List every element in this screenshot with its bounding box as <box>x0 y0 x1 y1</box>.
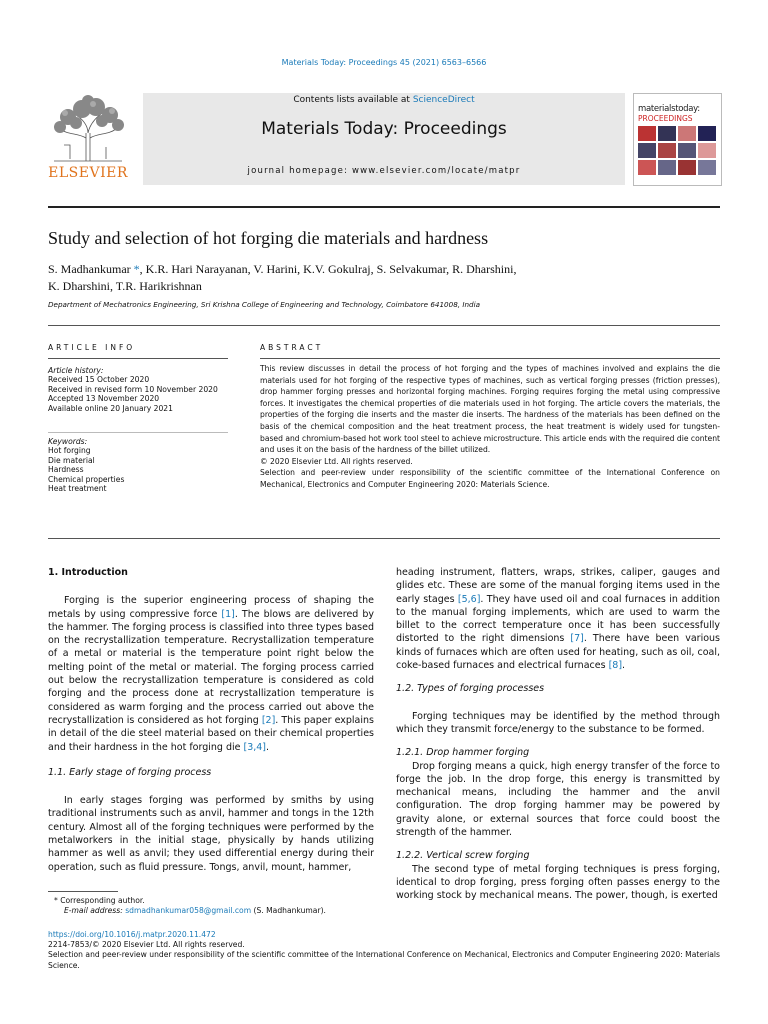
text-run: . <box>622 660 626 672</box>
paragraph-drop-hammer: Drop forging means a quick, high energy transfer of the force to forge the job. In the drop forge, this energy is transmitted by mechanical means, including the hammer and the anvil configuration. The drop forging hammer may be powered by gravity alone, or external sources that force could boost the strength of the hammer. <box>396 760 720 839</box>
contents-prefix: Contents lists available at <box>293 95 413 105</box>
keyword-item: Heat treatment <box>48 484 107 494</box>
keywords <box>48 437 233 493</box>
subsection-heading-vertical-screw: 1.2.2. Vertical screw forging <box>396 850 530 862</box>
email-name: (S. Madhankumar). <box>251 906 326 916</box>
citation-link[interactable]: [1] <box>221 608 235 620</box>
text-run: . <box>266 741 270 753</box>
author-corresponding: S. Madhankumar <box>48 262 131 276</box>
footnote-email-line <box>48 906 378 916</box>
section-heading-introduction: 1. Introduction <box>48 567 128 578</box>
author-list-line2: K. Dharshini, T.R. Harikrishnan <box>48 279 202 293</box>
journal-header <box>143 93 625 185</box>
elsevier-tree-logo <box>48 93 128 163</box>
article-title: Study and selection of hot forging die materials and hardness <box>48 228 489 248</box>
affiliation: Department of Mechatronics Engineering, Sri Krishna College of Engineering and Technology, Coimbatore 641008, India <box>48 300 480 309</box>
citation-link[interactable]: [2] <box>261 714 276 726</box>
sciencedirect-link[interactable]: ScienceDirect <box>412 95 475 105</box>
abstract-body <box>260 363 720 491</box>
corresponding-mark-link[interactable]: * <box>130 262 140 276</box>
keyword-item: Hardness <box>48 465 84 475</box>
text-run: . They have used oil and coal furnaces in addition to the manual forging implements, which are used to warm the billet to the correct temperature once it has been successfully distorted to the right dimensions <box>396 593 720 645</box>
paragraph-vertical-screw: The second type of metal forging techniques is press forging, identical to drop forging, press forging often passes energy to the working stock by mechanical means. The power, though, is exerted <box>396 863 720 902</box>
abstract-copyright: © 2020 Elsevier Ltd. All rights reserved. <box>260 456 413 466</box>
body-column-right <box>396 566 720 903</box>
contents-line <box>143 95 625 105</box>
text-run: . There have been various kinds of furnaces which are often used for heating, such as oil, coal, coke-based furnaces and electrical furnaces <box>396 633 720 672</box>
paragraph-types: Forging techniques may be identified by the method through which they transmit force/energy to the substance to be formed. <box>396 710 720 735</box>
footnote-rule <box>48 891 118 892</box>
author-list-rest: , K.R. Hari Narayanan, V. Harini, K.V. Gokulraj, S. Selvakumar, R. Dharshini, <box>139 262 517 276</box>
abstract-bottom-rule <box>48 538 720 539</box>
paragraph-continued <box>396 566 720 672</box>
article-info-heading: ARTICLE INFO <box>48 343 136 352</box>
keywords-label: Keywords: <box>48 437 88 446</box>
history-accepted: Accepted 13 November 2020 <box>48 394 160 404</box>
history-revised: Received in revised form 10 November 2020 <box>48 384 218 394</box>
doi-link[interactable]: https://doi.org/10.1016/j.matpr.2020.11.472 <box>48 930 216 939</box>
email-link[interactable]: sdmadhankumar058@gmail.com <box>125 906 252 916</box>
citation-link[interactable]: [7] <box>570 633 584 645</box>
footer-review: Selection and peer-review under responsibility of the scientific committee of the International Conference on Mechanical, Electronics and Computer Engineering 2020: Materials Science. <box>48 950 720 970</box>
text-run: . The blows are delivered by the hammer. The forging process is classified into three types based on the recrystallization temperature. Recrystallization temperature of a metal or material is the temperature point right below the melting point of the metal or material. The forging process carried out below the recrystallization temperature is considered as cold forging and the process done at recrystallization temperature is considered as warm forging and the process carried out above the recrystallization is considered as hot forging <box>48 608 375 726</box>
keyword-item: Chemical properties <box>48 474 125 484</box>
abstract-text: This review discusses in detail the process of hot forging and the types of machines involved and explains the die materials used for hot forging of the respective types of machines, such as vertical forging presses (friction presses), drop hammer forging presses and horizontal forging machines. Forging requires forging the metal using compressive forces. It investigates the chemical properties of die materials used in hot forging. The article covers the materials, the properties of the forging die inserts and the master die inserts. The hardness of the materials has been defined on the basis of the chemical composition and the heat treatment process, the heat treatment is widely used for tungsten-based and chromium-based hot work tool steel to achieve microstructure. This article ends with the required die content and uses it on the basis of the hardness of the billet utilized. <box>260 364 720 455</box>
citation-link[interactable]: [5,6] <box>457 593 481 605</box>
text-run: Forging is the superior engineering process of shaping the metals by using compressive force <box>48 595 374 620</box>
keyword-item: Die material <box>48 455 95 465</box>
subsection-heading-types: 1.2. Types of forging processes <box>396 683 545 695</box>
cover-title: materialstoday: <box>638 104 700 114</box>
keywords-rule <box>48 432 228 433</box>
keyword-item: Hot forging <box>48 446 91 456</box>
journal-homepage[interactable]: journal homepage: www.elsevier.com/locate/matpr <box>247 166 521 176</box>
cover-image-grid <box>638 126 716 176</box>
history-received: Received 15 October 2020 <box>48 375 150 385</box>
footnote <box>48 896 378 916</box>
journal-reference-link[interactable]: Materials Today: Proceedings 45 (2021) 6563–6566 <box>281 58 487 67</box>
journal-name: Materials Today: Proceedings <box>261 119 507 139</box>
abstract-rule <box>260 358 720 359</box>
abstract-review: Selection and peer-review under responsibility of the scientific committee of the International Conference on Mechanical, Electronics and Computer Engineering 2020: Materials Science. <box>260 468 720 489</box>
paragraph-early-stage: In early stages forging was performed by smiths by using traditional instruments such as anvil, hammer and tongs in the 12th century. Almost all of the forging techniques were performed by the metalworkers in the initial stage, physically by hands utilizing hammer as well as anvil; they used differential energy during their operation, such as fluid pressure. Tongs, anvil, mount, hammer, <box>48 795 374 873</box>
email-label: E-mail address: <box>64 906 126 916</box>
text-run: heading instrument, flatters, wraps, strikes, caliper, gauges and glides etc. These are some of the manual forging items used in the early stages <box>396 567 720 605</box>
body-column-left <box>48 566 374 874</box>
footnote-corresponding: * Corresponding author. <box>54 896 145 905</box>
article-info-rule <box>48 358 228 359</box>
article-history <box>48 366 233 413</box>
journal-reference[interactable] <box>0 58 768 67</box>
page-footer <box>48 930 720 971</box>
header-rule <box>48 206 720 208</box>
author-list <box>48 261 688 295</box>
cover-subtitle: PROCEEDINGS <box>638 114 693 123</box>
footer-issn: 2214-7853/© 2020 Elsevier Ltd. All rights reserved. <box>48 940 245 950</box>
paragraph-introduction <box>48 594 374 754</box>
text-run: . This paper explains in detail of the die steel material based on their chemical properties and their hardness in the hot forging die <box>48 714 374 753</box>
history-online: Available online 20 January 2021 <box>48 403 173 413</box>
affiliation-rule <box>48 325 720 326</box>
history-label: Article history: <box>48 366 104 375</box>
abstract-heading: ABSTRACT <box>260 343 324 352</box>
subsection-heading-drop-hammer: 1.2.1. Drop hammer forging <box>396 747 530 759</box>
journal-cover-thumbnail[interactable] <box>633 93 722 186</box>
elsevier-wordmark: ELSEVIER <box>48 165 128 181</box>
subsection-heading-early-stage: 1.1. Early stage of forging process <box>48 766 212 778</box>
citation-link[interactable]: [3,4] <box>243 741 267 753</box>
citation-link[interactable]: [8] <box>608 660 623 672</box>
